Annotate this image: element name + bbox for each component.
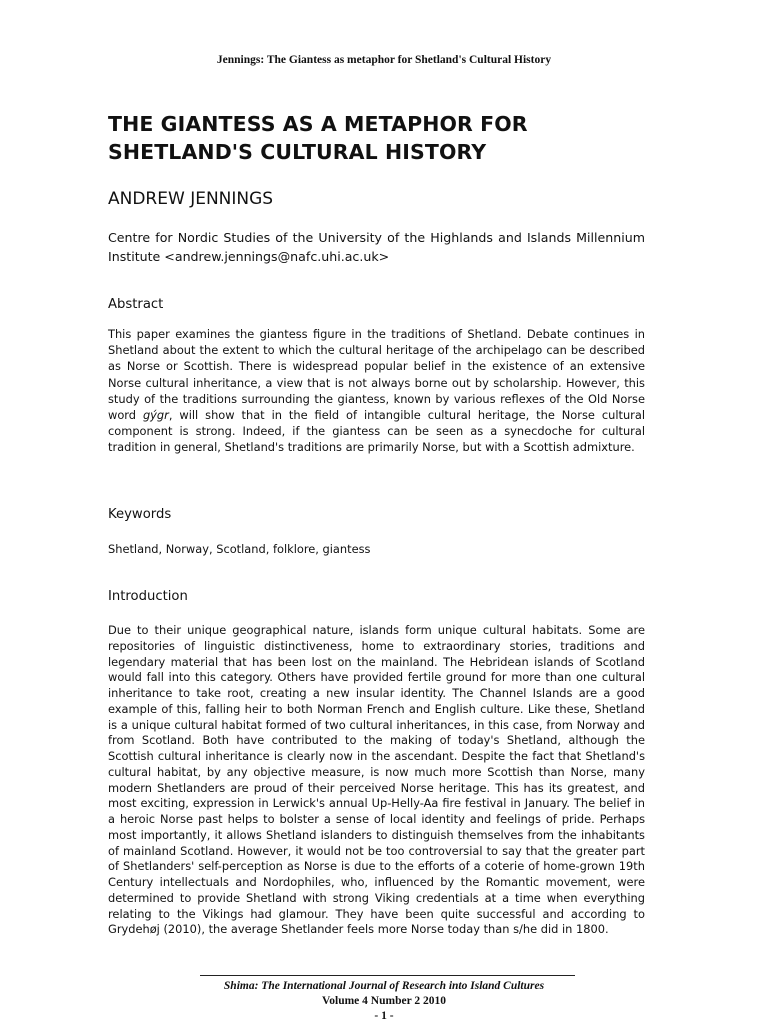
abstract-text-part-2: , will show that in the field of intangible cultural heritage, the Norse cultural component is strong. Indeed, if the giantess can be seen as a synecdoche for cultural tradition in general, Shetland's traditions are primarily Norse, but with a Scottish admixture. [108, 408, 645, 455]
paper-title [108, 110, 645, 166]
keywords-heading: Keywords [108, 507, 172, 522]
abstract-italic-term: gýgr [142, 408, 169, 423]
abstract-text-part-1: This paper examines the giantess figure in the traditions of Shetland. Debate continues in Shetland about the extent to which the cultural heritage of the archipelago can be described as Norse or Scottish. There is widespread popular belief in the existence of an extensive Norse cultural inheritance, a view that is not always borne out by scholarship. However, this study of the traditions surrounding the giantess, known by various reflexes of the Old Norse word [108, 327, 645, 423]
footer-divider [200, 975, 575, 976]
footer-volume: Volume 4 Number 2 2010 [322, 995, 446, 1007]
introduction-text: Due to their unique geographical nature, islands form unique cultural habitats. Some are repositories of linguistic distinctiveness, home to extraordinary stories, traditions and legendary material that has been lost on the mainland. The Hebridean islands of Scotland would fall into this category. Others have provided fertile ground for more than one cultural inheritance to take root, creating a new insular identity. The Channel Islands are a good example of this, falling heir to both Norman French and English culture. Like these, Shetland is a unique cultural habitat formed of two cultural inheritances, in this case, from Norway and from Scotland. Both have contributed to the making of today's Shetland, although the Scottish cultural inheritance is clearly now in the ascendant. Despite the fact that Shetland's cultural habitat, by any objective measure, is now much more Scottish than Norse, many modern Shetlanders are proud of their perceived Norse heritage. This has its greatest, and most exciting, expression in Lerwick's annual Up-Helly-Aa fire festival in January. The belief in a heroic Norse past helps to bolster a sense of local identity and feelings of pride. Perhaps most importantly, it allows Shetland islanders to distinguish themselves from the inhabitants of mainland Scotland. However, it would not be too controversial to say that the greater part of Shetlanders' self-perception as Norse is due to the efforts of a coterie of home-grown 19th Century intellectuals and Nordophiles, who, influenced by the Romantic movement, were determined to provide Shetland with strong Viking credentials at a time when everything relating to the Vikings had glamour. They have been quite successful and according to Grydehøj (2010), the average Shetlander feels more Norse today than s/he did in 1800. [108, 623, 645, 937]
keywords-text: Shetland, Norway, Scotland, folklore, giantess [108, 542, 371, 556]
running-header: Jennings: The Giantess as metaphor for Shetland's Cultural History [216, 54, 552, 66]
abstract-text [108, 326, 645, 456]
page-number: - 1 - [374, 1010, 394, 1022]
author-name: ANDREW JENNINGS [108, 189, 274, 209]
footer-journal-name: Shima: The International Journal of Research into Island Cultures [223, 980, 545, 992]
title-line-2: SHETLAND'S CULTURAL HISTORY [108, 140, 487, 164]
abstract-heading: Abstract [108, 297, 164, 312]
introduction-heading: Introduction [108, 589, 188, 604]
author-affiliation: Centre for Nordic Studies of the University of the Highlands and Islands Millennium Institute <andrew.jennings@nafc.uhi.ac.uk> [108, 230, 645, 264]
title-line-1: THE GIANTESS AS A METAPHOR FOR [108, 112, 528, 136]
